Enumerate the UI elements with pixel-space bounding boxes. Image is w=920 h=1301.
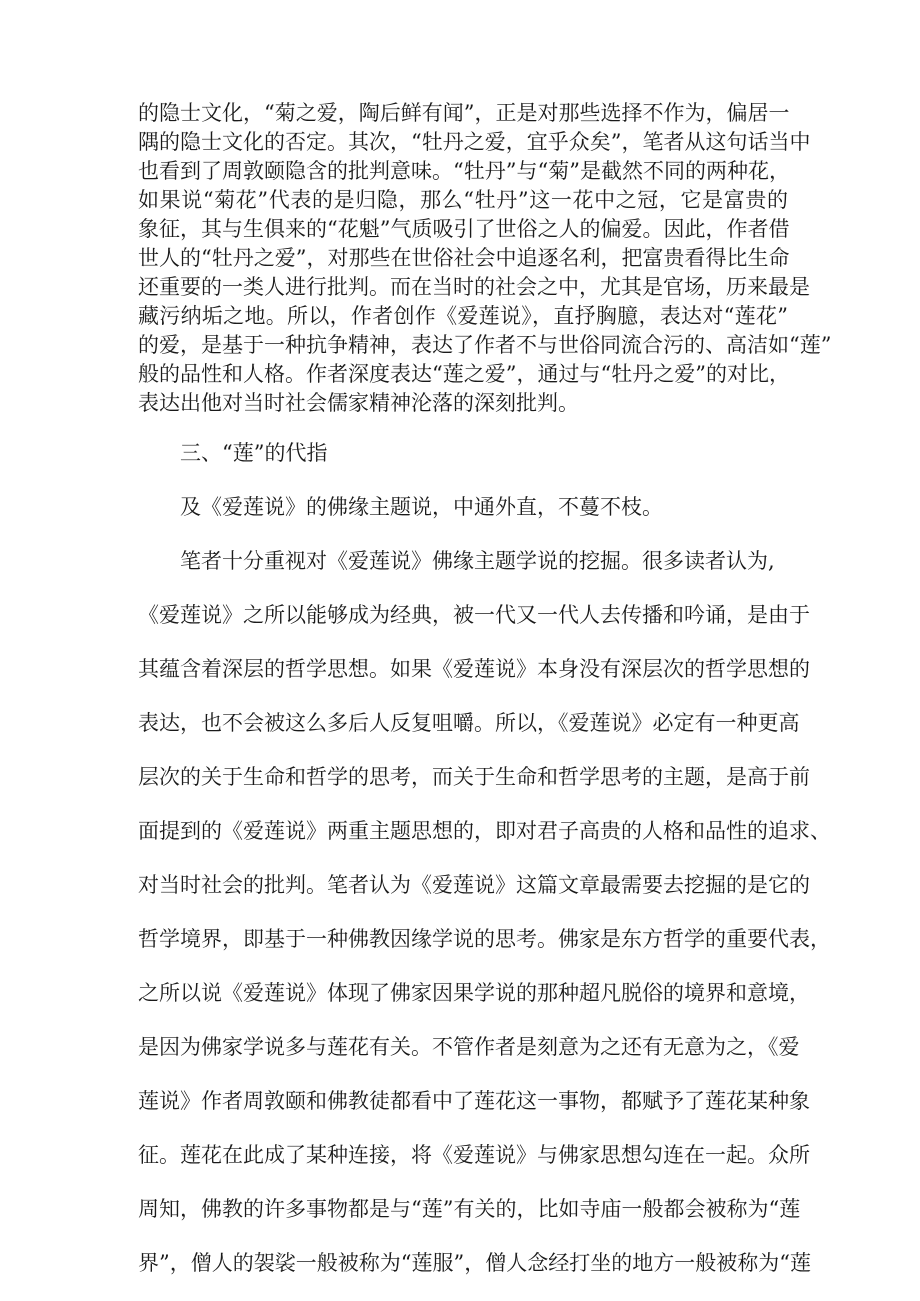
paragraph-2-line: 其蕴含着深层的哲学思想。如果《爱莲说》本身没有深层次的哲学思想的 bbox=[138, 657, 810, 681]
paragraph-1-line: 般的品性和人格。作者深度表达“莲之爱”，通过与“牡丹之爱”的对比， bbox=[138, 362, 790, 386]
paragraph-2-line: 对当时社会的批判。笔者认为《爱莲说》这篇文章最需要去挖掘的是它的 bbox=[138, 873, 810, 897]
paragraph-2-line: 界”，僧人的袈裟一般被称为“莲服”，僧人念经打坐的地方一般被称为“莲 bbox=[138, 1251, 811, 1275]
paragraph-2-line: 是因为佛家学说多与莲花有关。不管作者是刻意为之还有无意为之，《爱 bbox=[138, 1035, 800, 1059]
paragraph-2-line: 周知，佛教的许多事物都是与“莲”有关的，比如寺庙一般都会被称为“莲 bbox=[138, 1197, 801, 1221]
section-heading: 三、“莲”的代指 bbox=[180, 441, 328, 465]
paragraph-2-line: 层次的关于生命和哲学的思考，而关于生命和哲学思考的主题，是高于前 bbox=[138, 765, 810, 789]
paragraph-2-line: 面提到的《爱莲说》两重主题思想的，即对君子高贵的人格和品性的追求、 bbox=[138, 819, 831, 843]
paragraph-1-line: 也看到了周敦颐隐含的批判意味。“牡丹”与“菊”是截然不同的两种花， bbox=[138, 159, 790, 183]
paragraph-1-line: 的爱，是基于一种抗争精神，表达了作者不与世俗同流合污的、高洁如“莲” bbox=[138, 333, 832, 357]
paragraph-2-line: 表达，也不会被这么多后人反复咀嚼。所以，《爱莲说》必定有一种更高 bbox=[138, 711, 800, 735]
paragraph-1-line: 隅的隐士文化的否定。其次，“牡丹之爱，宜乎众矣”，笔者从这句话当中 bbox=[138, 130, 811, 154]
paragraph-2-line: 之所以说《爱莲说》体现了佛家因果学说的那种超凡脱俗的境界和意境， bbox=[138, 981, 810, 1005]
paragraph-1-line: 还重要的一类人进行批判。而在当时的社会之中，尤其是官场，历来最是 bbox=[138, 275, 810, 299]
paragraph-2-line: 哲学境界，即基于一种佛教因缘学说的思考。佛家是东方哲学的重要代表， bbox=[138, 927, 831, 951]
paragraph-2-line: 笔者十分重视对《爱莲说》佛缘主题学说的挖掘。很多读者认为, bbox=[180, 549, 775, 573]
paragraph-2-line: 《爱莲说》之所以能够成为经典，被一代又一代人去传播和吟诵，是由于 bbox=[138, 603, 810, 627]
paragraph-1-line: 的隐士文化，“菊之爱，陶后鲜有闻”，正是对那些选择不作为，偏居一 bbox=[138, 101, 790, 125]
paragraph-1-line: 象征，其与生俱来的“花魁”气质吸引了世俗之人的偏爱。因此，作者借 bbox=[138, 217, 790, 241]
paragraph-1-line: 表达出他对当时社会儒家精神沦落的深刻批判。 bbox=[138, 391, 579, 415]
subtitle-line: 及《爱莲说》的佛缘主题说，中通外直，不蔓不枝。 bbox=[180, 495, 663, 519]
paragraph-1-line: 如果说“菊花”代表的是归隐，那么“牡丹”这一花中之冠，它是富贵的 bbox=[138, 188, 788, 212]
paragraph-1-line: 藏污纳垢之地。所以，作者创作《爱莲说》，直抒胸臆，表达对“莲花” bbox=[138, 304, 788, 328]
paragraph-1-line: 世人的“牡丹之爱”，对那些在世俗社会中追逐名利，把富贵看得比生命 bbox=[138, 246, 790, 270]
paragraph-2-line: 征。莲花在此成了某种连接，将《爱莲说》与佛家思想勾连在一起。众所 bbox=[138, 1143, 810, 1167]
paragraph-2-line: 莲说》作者周敦颐和佛教徒都看中了莲花这一事物，都赋予了莲花某种象 bbox=[138, 1089, 810, 1113]
